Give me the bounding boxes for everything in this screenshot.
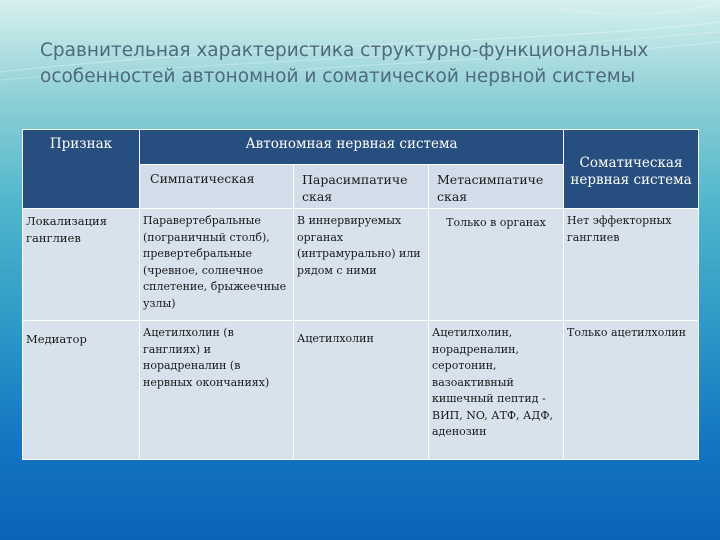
header-autonomic: Автономная нервная система	[140, 130, 564, 165]
row-1-feature: Локализация ганглиев	[23, 209, 140, 321]
table-row-ganglia	[23, 209, 699, 321]
comparison-table	[22, 129, 699, 460]
header-feature: Признак	[23, 130, 140, 209]
title-line-1: Сравнительная характеристика структурно-функциональных	[40, 40, 649, 61]
row-2-parasympathetic: Ацетилхолин	[294, 321, 429, 460]
row-2-somatic: Только ацетилхолин	[564, 321, 699, 460]
row-1-parasympathetic: В иннервируемых органах (интрамурально) или рядом с ними	[294, 209, 429, 321]
row-1-somatic: Нет эффекторных ганглиев	[564, 209, 699, 321]
header-metasympathetic: Метасимпатиче ская	[429, 165, 564, 209]
row-1-sympathetic: Паравертебральные (пограничный столб), превертебральные (чревное, солнечное сплетение, брыжеечные узлы)	[140, 209, 294, 321]
title-line-2: особенностей автономной и соматической нервной системы	[40, 66, 636, 87]
row-2-feature: Медиатор	[23, 321, 140, 460]
slide-title	[40, 38, 700, 90]
row-2-sympathetic: Ацетилхолин (в ганглиях) и норадреналин (в нервных окончаниях)	[140, 321, 294, 460]
header-somatic: Соматическая нервная система	[564, 130, 699, 209]
row-2-metasympathetic: Ацетилхолин, норадреналин, серотонин, вазоактивный кишечный пептид - ВИП, NO, АТФ, АДФ, аденозин	[429, 321, 564, 460]
header-parasympathetic: Парасимпатиче ская	[294, 165, 429, 209]
table-row-mediator	[23, 321, 699, 460]
row-1-metasympathetic: Только в органах	[429, 209, 564, 321]
header-sympathetic: Симпатическая	[140, 165, 294, 209]
